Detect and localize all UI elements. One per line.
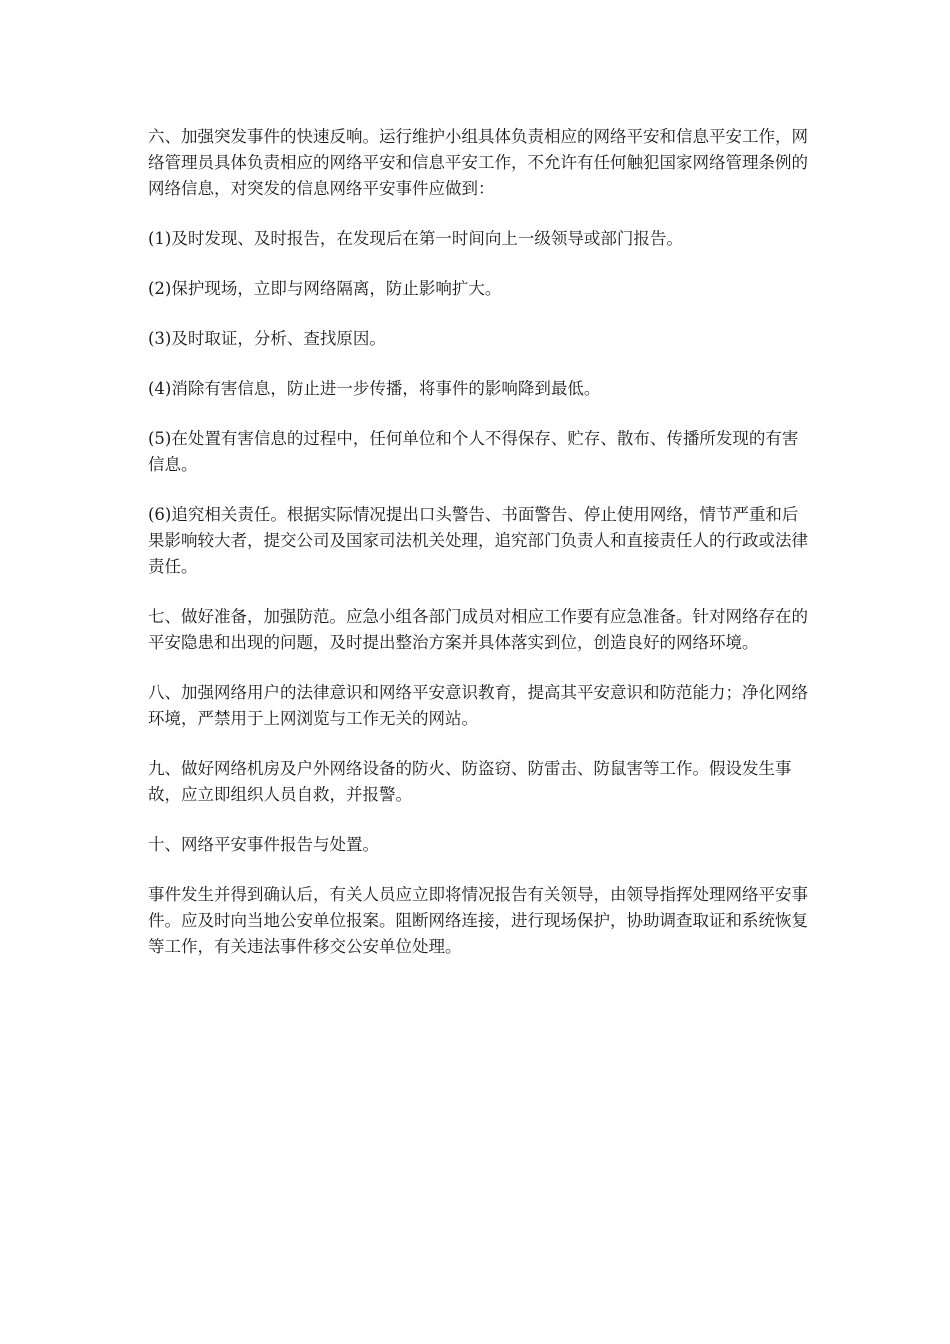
- paragraph-item-6: (6)追究相关责任。根据实际情况提出口头警告、书面警告、停止使用网络，情节严重和后果影响较大者，提交公司及国家司法机关处理，追究部门负责人和直接责任人的行政或法律责任。: [148, 505, 808, 576]
- paragraph-incident-handling: 事件发生并得到确认后，有关人员应立即将情况报告有关领导，由领导指挥处理网络平安事件。应及时向当地公安单位报案。阻断网络连接，进行现场保护，协助调查取证和系统恢复等工作，有关违法事件移交公安单位处理。: [148, 885, 808, 956]
- paragraph-section-six: 六、加强突发事件的快速反响。运行维护小组具体负责相应的网络平安和信息平安工作，网络管理员具体负责相应的网络平安和信息平安工作，不允许有任何触犯国家网络管理条例的网络信息，对突发的信息网络平安事件应做到：: [148, 127, 808, 198]
- paragraph-section-seven: 七、做好准备，加强防范。应急小组各部门成员对相应工作要有应急准备。针对网络存在的平安隐患和出现的问题，及时提出整治方案并具体落实到位，创造良好的网络环境。: [148, 607, 808, 652]
- paragraph-section-nine: 九、做好网络机房及户外网络设备的防火、防盗窃、防雷击、防鼠害等工作。假设发生事故，应立即组织人员自救，并报警。: [148, 759, 792, 804]
- paragraph-item-4: (4)消除有害信息，防止进一步传播，将事件的影响降到最低。: [148, 379, 601, 398]
- paragraph-item-3: (3)及时取证，分析、查找原因。: [148, 329, 386, 348]
- paragraph-item-2: (2)保护现场，立即与网络隔离，防止影响扩大。: [148, 279, 502, 298]
- paragraph-section-ten: 十、网络平安事件报告与处置。: [148, 835, 379, 854]
- paragraph-item-5: (5)在处置有害信息的过程中，任何单位和个人不得保存、贮存、散布、传播所发现的有害信息。: [148, 429, 799, 474]
- document-body: [148, 124, 808, 960]
- paragraph-section-eight: 八、加强网络用户的法律意识和网络平安意识教育，提高其平安意识和防范能力；净化网络环境，严禁用于上网浏览与工作无关的网站。: [148, 683, 808, 728]
- paragraph-item-1: (1)及时发现、及时报告，在发现后在第一时间向上一级领导或部门报告。: [148, 229, 683, 248]
